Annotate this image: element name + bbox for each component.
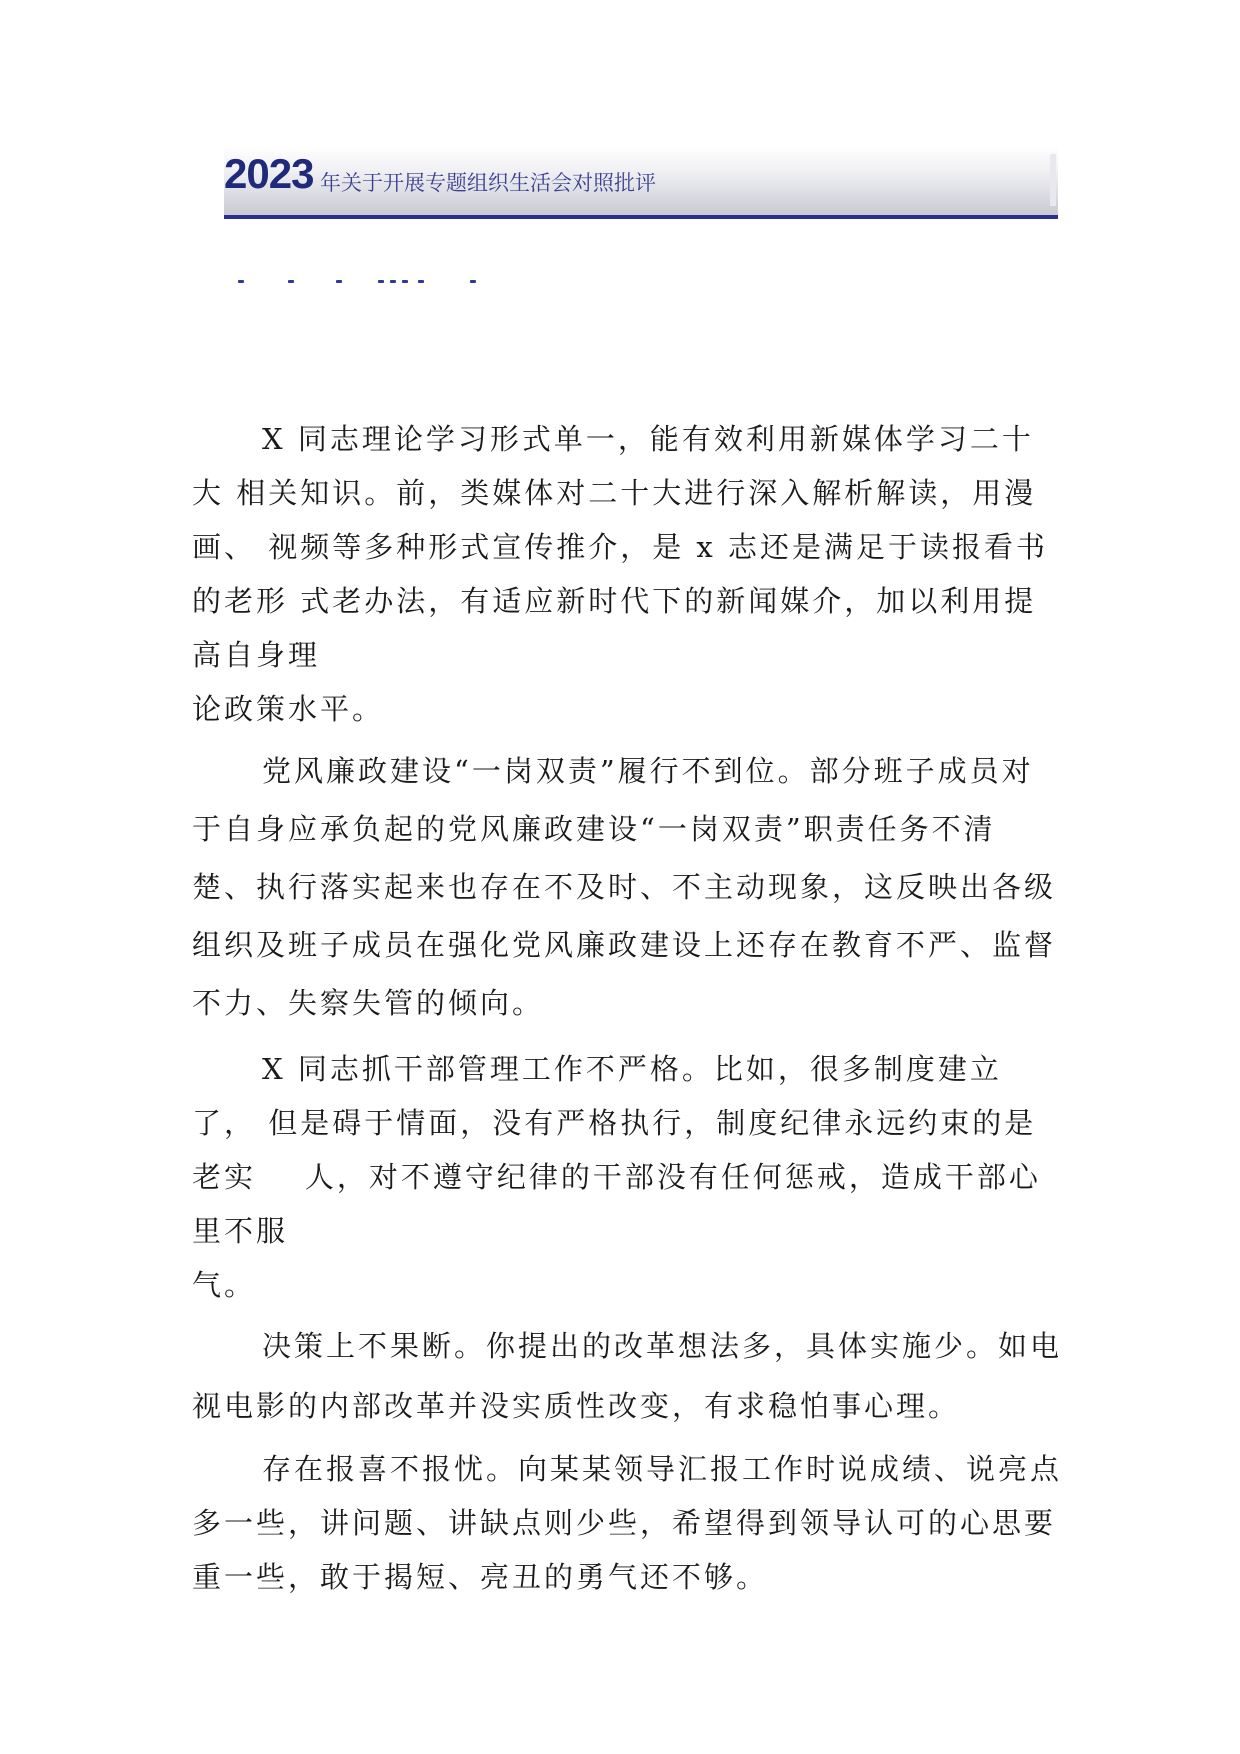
text-line: 于自身应承负起的党风廉政建设“一岗双责”职责任务不清 bbox=[192, 812, 996, 846]
paragraph bbox=[192, 1042, 1052, 1312]
text-line: 老实 人，对不遵守纪律的干部没有任何惩戒，造成干部心 bbox=[192, 1160, 1041, 1194]
text-line: 不力、失察失管的倾向。 bbox=[192, 986, 545, 1020]
paragraph bbox=[192, 1442, 1063, 1604]
text-line: 论政策水平。 bbox=[192, 692, 385, 726]
document-header-banner bbox=[224, 146, 1058, 219]
text-line: 气。 bbox=[192, 1268, 257, 1302]
text-line: 组织及班子成员在强化党风廉政建设上还存在教育不严、监督 bbox=[192, 928, 1057, 962]
text-line: 的老形 式老办法，有适应新时代下的新闻媒介，加以利用提 bbox=[192, 584, 1037, 618]
text-line: 了， 但是碍于情面，没有严格执行，制度纪律永远约束的是 bbox=[192, 1106, 1037, 1140]
text-line: 大 相关知识。前，类媒体对二十大进行深入解析解读，用漫 bbox=[192, 476, 1037, 510]
text-line: X 同志抓干部管理工作不严格。比如，很多制度建立 bbox=[262, 1052, 1002, 1086]
paragraph bbox=[192, 412, 1052, 736]
text-line: 决策上不果断。你提出的改革想法多，具体实施少。如电 bbox=[262, 1329, 1063, 1363]
text-line: 视电影的内部改革并没实质性改变，有求稳怕事心理。 bbox=[192, 1389, 961, 1423]
text-line: 高自身理 bbox=[192, 638, 321, 672]
text-line: 画、 视频等多种形式宣传推介，是 x 志还是满足于读报看书 bbox=[192, 530, 1049, 564]
header-title: 年关于开展专题组织生活会对照批评 bbox=[320, 171, 656, 195]
text-line: 里不服 bbox=[192, 1214, 289, 1248]
document-body bbox=[192, 412, 1063, 1604]
text-line: 多一些，讲问题、讲缺点则少些，希望得到领导认可的心思要 bbox=[192, 1506, 1057, 1540]
header-year: 2023 bbox=[224, 150, 314, 197]
paragraph bbox=[192, 1316, 1063, 1436]
paragraph bbox=[192, 742, 1057, 1032]
text-line: 楚、执行落实起来也存在不及时、不主动现象，这反映出各级 bbox=[192, 870, 1057, 904]
text-line: X 同志理论学习形式单一，能有效利用新媒体学习二十 bbox=[262, 422, 1034, 456]
text-line: 存在报喜不报忧。向某某领导汇报工作时说成绩、说亮点 bbox=[262, 1452, 1063, 1486]
text-line: 党风廉政建设“一岗双责”履行不到位。部分班子成员对 bbox=[262, 754, 1034, 788]
text-line: 重一些，敢于揭短、亮丑的勇气还不够。 bbox=[192, 1560, 769, 1594]
faded-subtitle-marks bbox=[238, 280, 498, 300]
